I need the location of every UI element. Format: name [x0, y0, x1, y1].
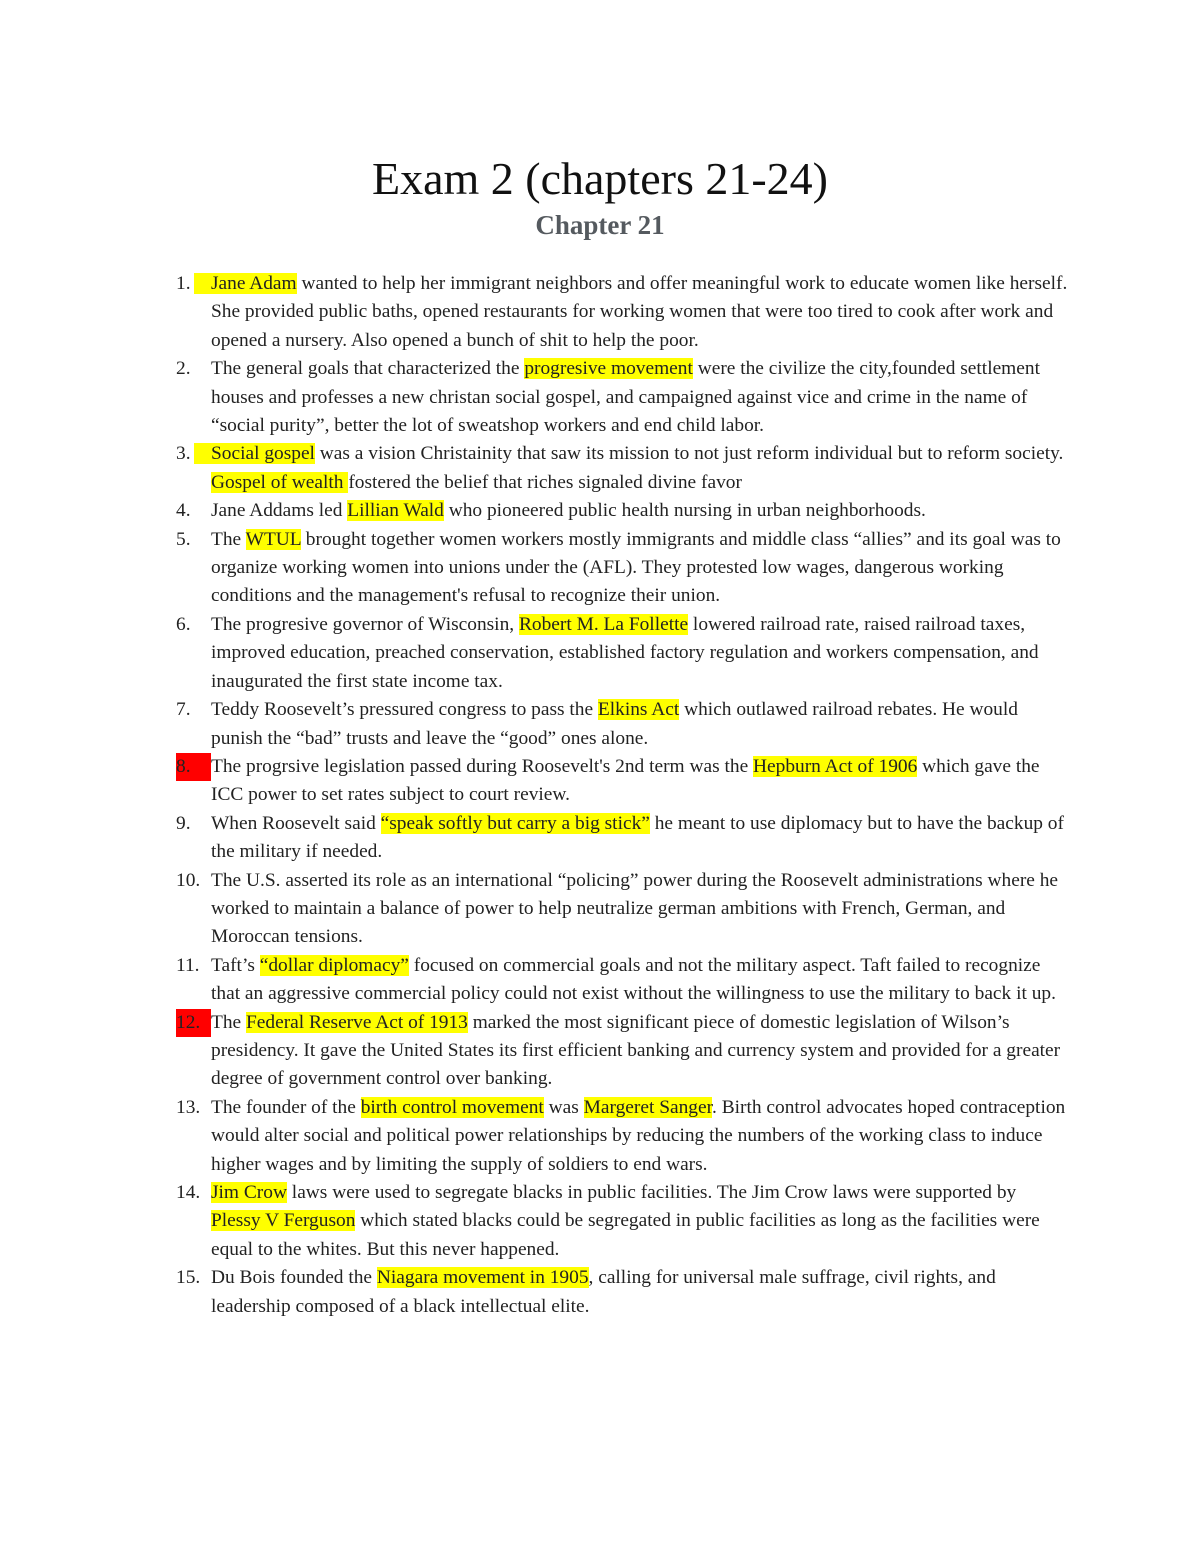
highlighted-term: progresive movement [524, 358, 693, 380]
item-text: fostered the belief that riches signaled divine favor [348, 471, 742, 493]
list-item [0, 1094, 1069, 1179]
highlighted-term: Social gospel [194, 443, 315, 464]
list-item [0, 696, 1069, 753]
highlighted-term: Jane Adam [194, 273, 297, 294]
item-text: who pioneered public health nursing in urban neighborhoods. [443, 500, 926, 522]
list-item [0, 355, 1069, 440]
item-text: laws were used to segregate blacks in public facilities. The Jim Crow laws were supported by [286, 1182, 1017, 1203]
highlighted-term: Federal Reserve Act of 1913 [246, 1011, 468, 1033]
item-number: 14. [176, 1182, 201, 1203]
list-item [0, 1179, 1069, 1264]
item-text: The progresive governor of Wisconsin, [211, 613, 519, 635]
item-number: 13. [176, 1096, 201, 1118]
list-item [0, 497, 1069, 525]
highlighted-term: WTUL [245, 528, 301, 550]
list-item [0, 440, 1069, 497]
item-text: he meant to use diplomacy but to have the backup of the military if needed. [211, 812, 1064, 863]
item-text: , calling for universal male suffrage, civil rights, and leadership composed of a black intellectual elite. [211, 1267, 996, 1317]
item-number: 15. [176, 1267, 201, 1289]
item-text: was a vision Christainity that saw its mission to not just reform individual but to reform society. [314, 443, 1064, 465]
item-number: 1. [176, 273, 191, 294]
item-text: which gave the ICC power to set rates subject to court review. [211, 755, 1040, 806]
item-text: marked the most significant piece of domestic legislation of Wilson’s presidency. It gave the United States its first efficient banking and currency system and provided for a greater degree of government control over banking. [211, 1011, 1061, 1090]
list-item [0, 810, 1069, 867]
item-text: focused on commercial goals and not the military aspect. Taft failed to recognize that an aggressive commercial policy could not exist without the willingness to use the military to back it up. [211, 954, 1056, 1005]
item-text: The [211, 528, 246, 550]
item-number: 9. [176, 812, 191, 834]
item-text: When Roosevelt said [211, 812, 381, 834]
list-item [0, 611, 1069, 696]
item-text: Jane Addams led [211, 500, 348, 522]
item-text: Taft’s [211, 954, 260, 976]
item-number: 5. [176, 528, 191, 550]
highlighted-term: Gospel of wealth [211, 471, 349, 493]
flagged-item-number: 8. [176, 753, 211, 781]
item-text: were the civilize the city,founded settlement houses and professes a new christan social gospel, and campaigned against vice and crime in the name of “social purity”, better the lot of sweatshop workers and end child labor. [211, 358, 1040, 437]
highlighted-term: Lillian Wald [347, 500, 444, 522]
item-number: 7. [176, 699, 191, 721]
highlighted-term: birth control movement [360, 1096, 544, 1118]
item-text: Teddy Roosevelt’s pressured congress to pass the [211, 699, 598, 721]
item-number: 4. [176, 500, 191, 522]
highlighted-term: Jim Crow [211, 1182, 287, 1203]
item-text: The progrsive legislation passed during Roosevelt's 2nd term was the [211, 755, 754, 777]
list-item [0, 1264, 1069, 1321]
highlighted-term: Margeret Sanger [583, 1096, 712, 1118]
item-number: 10. [176, 869, 201, 891]
item-text: The [211, 1011, 246, 1033]
highlighted-term: Niagara movement in 1905 [376, 1267, 589, 1289]
item-number: 6. [176, 613, 191, 635]
highlighted-term: “speak softly but carry a big stick” [380, 812, 650, 834]
item-text: was [543, 1096, 584, 1118]
item-text: Du Bois founded the [211, 1267, 377, 1289]
item-text: wanted to help her immigrant neighbors and offer meaningful work to educate women like herself. She provided public baths, opened restaurants for working women that were too tired to cook after work and opened a nursery. Also opened a bunch of shit to help the poor. [211, 273, 1068, 351]
item-text: brought together women workers mostly immigrants and middle class “allies” and its goal was to organize working women into unions under the (AFL). They protested low wages, dangerous working conditions and the management's refusal to recognize their union. [211, 528, 1061, 607]
item-number: 3. [176, 443, 191, 465]
list-item [0, 1009, 1069, 1094]
highlighted-term: Elkins Act [597, 699, 680, 721]
question-list [0, 270, 1200, 1321]
list-item [0, 753, 1069, 810]
list-item [0, 867, 1069, 952]
highlighted-term: “dollar diplomacy” [259, 954, 409, 976]
highlighted-term: Plessy V Ferguson [211, 1210, 356, 1232]
document-title: Exam 2 (chapters 21-24) [371, 153, 828, 204]
list-item [0, 526, 1069, 611]
item-text: . Birth control advocates hoped contraception would alter social and political power relationships by reducing the numbers of the working class to induce higher wages and by limiting the supply of soldiers to end wars. [211, 1096, 1066, 1175]
highlighted-term: Hepburn Act of 1906 [753, 755, 918, 777]
item-text: The U.S. asserted its role as an international “policing” power during the Roosevelt administrations where he worked to maintain a balance of power to help neutralize german ambitions with French, German, and Moroccan tensions. [211, 869, 1059, 948]
item-text: which outlawed railroad rebates. He would punish the “bad” trusts and leave the “good” ones alone. [211, 699, 1018, 749]
chapter-heading: Chapter 21 [535, 210, 665, 240]
item-text: which stated blacks could be segregated in public facilities as long as the facilities were equal to the whites. But this never happened. [211, 1210, 1040, 1260]
flagged-item-number: 12. [176, 1009, 211, 1037]
item-text: The general goals that characterized the [211, 358, 525, 380]
item-text: The founder of the [211, 1096, 361, 1118]
item-number: 11. [176, 954, 200, 976]
highlighted-term: Robert M. La Follette [518, 613, 689, 635]
list-item [0, 270, 1069, 355]
item-number: 2. [176, 358, 191, 380]
list-item [0, 952, 1069, 1009]
item-text: lowered railroad rate, raised railroad taxes, improved education, preached conservation, established factory regulation and workers compensation, and inaugurated the first state income tax. [211, 613, 1039, 692]
